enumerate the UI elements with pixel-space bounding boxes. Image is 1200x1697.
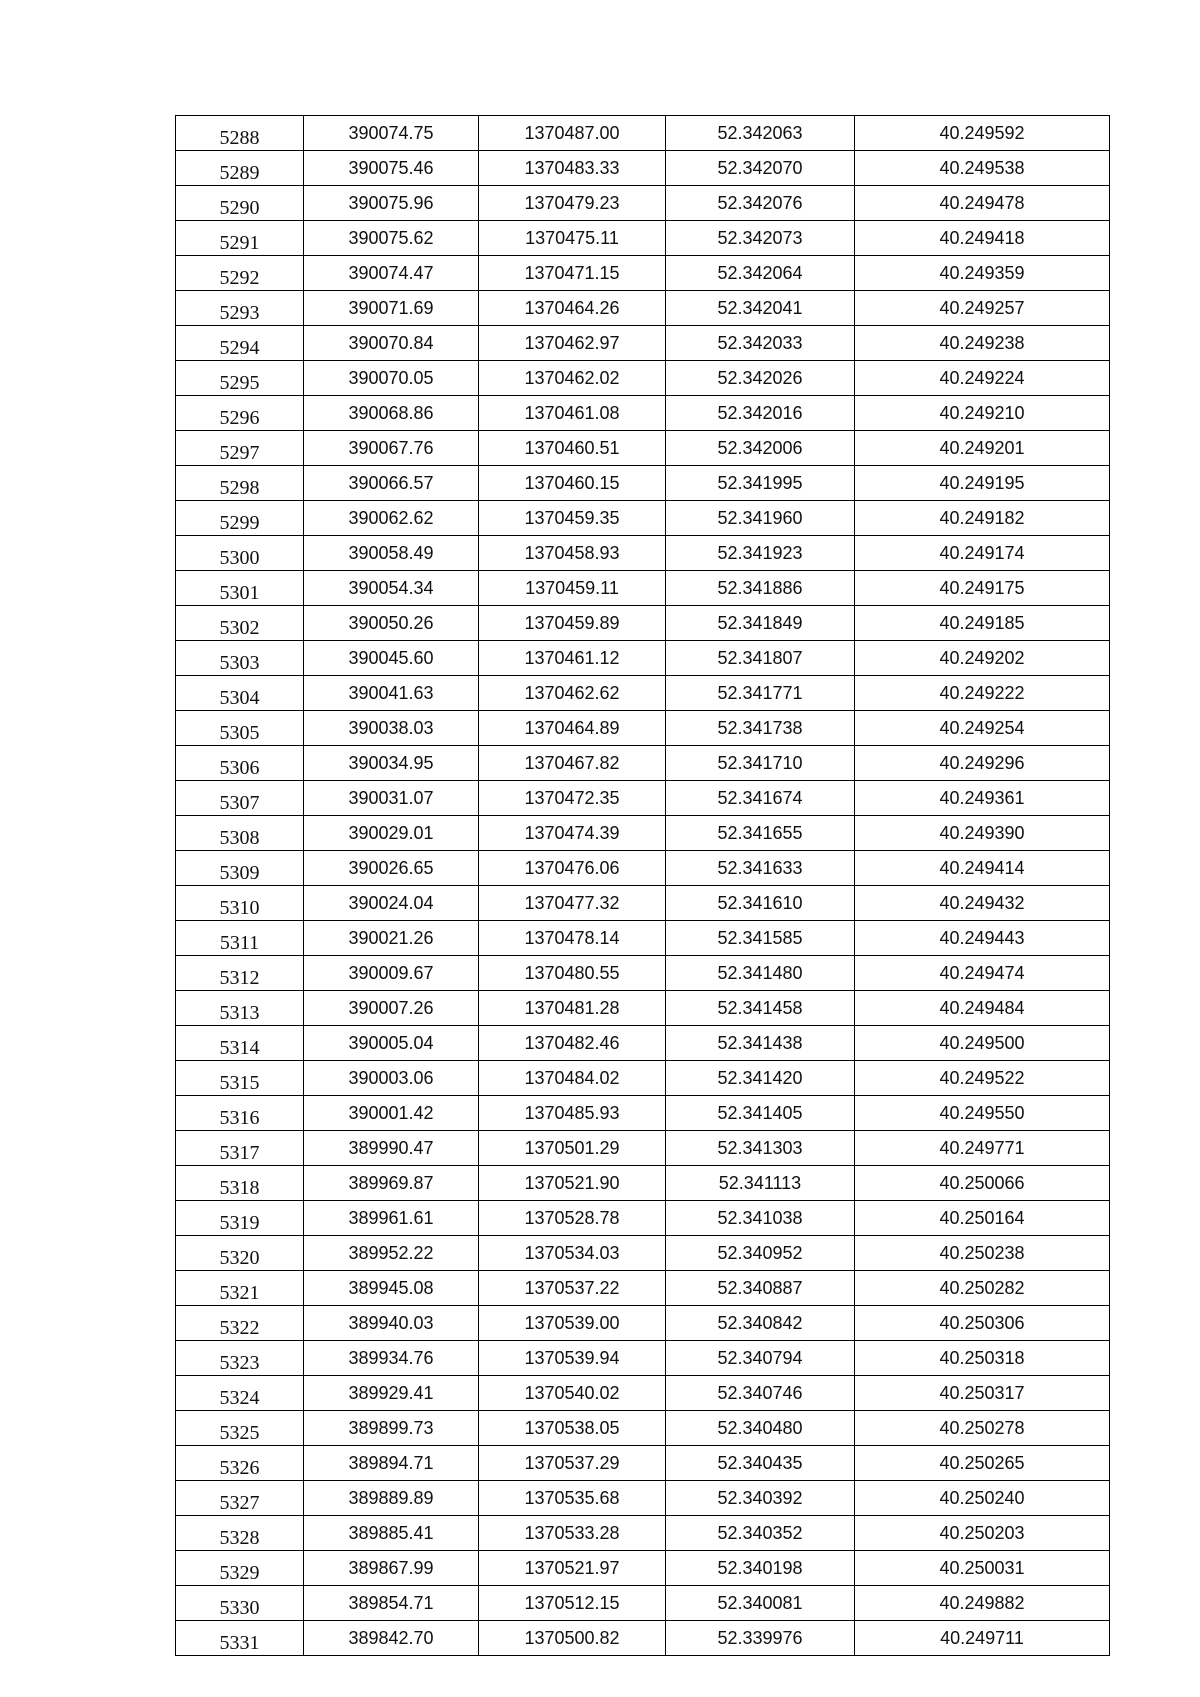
- table-row: [176, 151, 1110, 186]
- x-coordinate-cell: 390007.26: [304, 991, 479, 1026]
- y-coordinate-cell: 1370528.78: [479, 1201, 666, 1236]
- latitude-cell: 52.340352: [666, 1516, 855, 1551]
- y-coordinate-cell: 1370479.23: [479, 186, 666, 221]
- y-coordinate-cell: 1370474.39: [479, 816, 666, 851]
- point-number-cell: 5306: [176, 746, 304, 781]
- longitude-cell: 40.249522: [855, 1061, 1110, 1096]
- y-coordinate-cell: 1370476.06: [479, 851, 666, 886]
- latitude-cell: 52.342006: [666, 431, 855, 466]
- y-coordinate-cell: 1370484.02: [479, 1061, 666, 1096]
- y-coordinate-cell: 1370482.46: [479, 1026, 666, 1061]
- y-coordinate-cell: 1370459.89: [479, 606, 666, 641]
- latitude-cell: 52.340842: [666, 1306, 855, 1341]
- point-number-cell: 5321: [176, 1271, 304, 1306]
- x-coordinate-cell: 390041.63: [304, 676, 479, 711]
- latitude-cell: 52.340480: [666, 1411, 855, 1446]
- latitude-cell: 52.341923: [666, 536, 855, 571]
- x-coordinate-cell: 390075.62: [304, 221, 479, 256]
- point-number-cell: 5291: [176, 221, 304, 256]
- point-number-cell: 5320: [176, 1236, 304, 1271]
- x-coordinate-cell: 390001.42: [304, 1096, 479, 1131]
- table-row: [176, 1481, 1110, 1516]
- y-coordinate-cell: 1370458.93: [479, 536, 666, 571]
- point-number-cell: 5314: [176, 1026, 304, 1061]
- table-row: [176, 1446, 1110, 1481]
- longitude-cell: 40.250164: [855, 1201, 1110, 1236]
- x-coordinate-cell: 390009.67: [304, 956, 479, 991]
- y-coordinate-cell: 1370540.02: [479, 1376, 666, 1411]
- latitude-cell: 52.340198: [666, 1551, 855, 1586]
- y-coordinate-cell: 1370459.11: [479, 571, 666, 606]
- longitude-cell: 40.249550: [855, 1096, 1110, 1131]
- y-coordinate-cell: 1370464.26: [479, 291, 666, 326]
- point-number-cell: 5315: [176, 1061, 304, 1096]
- x-coordinate-cell: 390026.65: [304, 851, 479, 886]
- y-coordinate-cell: 1370464.89: [479, 711, 666, 746]
- point-number-cell: 5316: [176, 1096, 304, 1131]
- y-coordinate-cell: 1370459.35: [479, 501, 666, 536]
- longitude-cell: 40.249257: [855, 291, 1110, 326]
- longitude-cell: 40.249238: [855, 326, 1110, 361]
- y-coordinate-cell: 1370512.15: [479, 1586, 666, 1621]
- longitude-cell: 40.250031: [855, 1551, 1110, 1586]
- longitude-cell: 40.249484: [855, 991, 1110, 1026]
- latitude-cell: 52.342073: [666, 221, 855, 256]
- x-coordinate-cell: 390031.07: [304, 781, 479, 816]
- y-coordinate-cell: 1370537.29: [479, 1446, 666, 1481]
- table-row: [176, 1411, 1110, 1446]
- point-number-cell: 5299: [176, 501, 304, 536]
- x-coordinate-cell: 389885.41: [304, 1516, 479, 1551]
- x-coordinate-cell: 389961.61: [304, 1201, 479, 1236]
- x-coordinate-cell: 390054.34: [304, 571, 479, 606]
- table-row: [176, 1026, 1110, 1061]
- longitude-cell: 40.249478: [855, 186, 1110, 221]
- table-row: [176, 641, 1110, 676]
- x-coordinate-cell: 390075.46: [304, 151, 479, 186]
- point-number-cell: 5312: [176, 956, 304, 991]
- longitude-cell: 40.249414: [855, 851, 1110, 886]
- y-coordinate-cell: 1370534.03: [479, 1236, 666, 1271]
- latitude-cell: 52.341960: [666, 501, 855, 536]
- latitude-cell: 52.341738: [666, 711, 855, 746]
- table-row: [176, 1061, 1110, 1096]
- x-coordinate-cell: 389842.70: [304, 1621, 479, 1656]
- x-coordinate-cell: 390074.75: [304, 116, 479, 151]
- point-number-cell: 5329: [176, 1551, 304, 1586]
- longitude-cell: 40.249296: [855, 746, 1110, 781]
- latitude-cell: 52.341480: [666, 956, 855, 991]
- point-number-cell: 5308: [176, 816, 304, 851]
- latitude-cell: 52.342070: [666, 151, 855, 186]
- longitude-cell: 40.249195: [855, 466, 1110, 501]
- table-row: [176, 116, 1110, 151]
- x-coordinate-cell: 389952.22: [304, 1236, 479, 1271]
- point-number-cell: 5295: [176, 361, 304, 396]
- y-coordinate-cell: 1370533.28: [479, 1516, 666, 1551]
- point-number-cell: 5297: [176, 431, 304, 466]
- y-coordinate-cell: 1370461.08: [479, 396, 666, 431]
- x-coordinate-cell: 390024.04: [304, 886, 479, 921]
- x-coordinate-cell: 389990.47: [304, 1131, 479, 1166]
- longitude-cell: 40.250318: [855, 1341, 1110, 1376]
- y-coordinate-cell: 1370501.29: [479, 1131, 666, 1166]
- longitude-cell: 40.249361: [855, 781, 1110, 816]
- latitude-cell: 52.340392: [666, 1481, 855, 1516]
- latitude-cell: 52.340746: [666, 1376, 855, 1411]
- y-coordinate-cell: 1370537.22: [479, 1271, 666, 1306]
- longitude-cell: 40.250306: [855, 1306, 1110, 1341]
- y-coordinate-cell: 1370539.00: [479, 1306, 666, 1341]
- table-row: [176, 956, 1110, 991]
- x-coordinate-cell: 389940.03: [304, 1306, 479, 1341]
- y-coordinate-cell: 1370462.97: [479, 326, 666, 361]
- longitude-cell: 40.249174: [855, 536, 1110, 571]
- table-row: [176, 746, 1110, 781]
- table-row: [176, 781, 1110, 816]
- latitude-cell: 52.341655: [666, 816, 855, 851]
- longitude-cell: 40.249390: [855, 816, 1110, 851]
- x-coordinate-cell: 390070.84: [304, 326, 479, 361]
- table-row: [176, 921, 1110, 956]
- table-row: [176, 291, 1110, 326]
- y-coordinate-cell: 1370535.68: [479, 1481, 666, 1516]
- table-row: [176, 1236, 1110, 1271]
- point-number-cell: 5313: [176, 991, 304, 1026]
- point-number-cell: 5298: [176, 466, 304, 501]
- latitude-cell: 52.341771: [666, 676, 855, 711]
- point-number-cell: 5309: [176, 851, 304, 886]
- point-number-cell: 5328: [176, 1516, 304, 1551]
- y-coordinate-cell: 1370460.51: [479, 431, 666, 466]
- table-row: [176, 1376, 1110, 1411]
- point-number-cell: 5301: [176, 571, 304, 606]
- point-number-cell: 5324: [176, 1376, 304, 1411]
- y-coordinate-cell: 1370539.94: [479, 1341, 666, 1376]
- latitude-cell: 52.341585: [666, 921, 855, 956]
- x-coordinate-cell: 390062.62: [304, 501, 479, 536]
- x-coordinate-cell: 389945.08: [304, 1271, 479, 1306]
- x-coordinate-cell: 390070.05: [304, 361, 479, 396]
- latitude-cell: 52.342064: [666, 256, 855, 291]
- x-coordinate-cell: 389854.71: [304, 1586, 479, 1621]
- longitude-cell: 40.250317: [855, 1376, 1110, 1411]
- point-number-cell: 5288: [176, 116, 304, 151]
- longitude-cell: 40.249538: [855, 151, 1110, 186]
- table-row: [176, 501, 1110, 536]
- latitude-cell: 52.341113: [666, 1166, 855, 1201]
- latitude-cell: 52.342026: [666, 361, 855, 396]
- longitude-cell: 40.249185: [855, 606, 1110, 641]
- latitude-cell: 52.342016: [666, 396, 855, 431]
- y-coordinate-cell: 1370481.28: [479, 991, 666, 1026]
- y-coordinate-cell: 1370500.82: [479, 1621, 666, 1656]
- longitude-cell: 40.249222: [855, 676, 1110, 711]
- table-row: [176, 536, 1110, 571]
- point-number-cell: 5319: [176, 1201, 304, 1236]
- point-number-cell: 5331: [176, 1621, 304, 1656]
- x-coordinate-cell: 390071.69: [304, 291, 479, 326]
- table-row: [176, 816, 1110, 851]
- longitude-cell: 40.250282: [855, 1271, 1110, 1306]
- x-coordinate-cell: 390029.01: [304, 816, 479, 851]
- table-row: [176, 1271, 1110, 1306]
- latitude-cell: 52.341710: [666, 746, 855, 781]
- point-number-cell: 5326: [176, 1446, 304, 1481]
- table-row: [176, 186, 1110, 221]
- latitude-cell: 52.341303: [666, 1131, 855, 1166]
- longitude-cell: 40.250066: [855, 1166, 1110, 1201]
- point-number-cell: 5302: [176, 606, 304, 641]
- x-coordinate-cell: 390045.60: [304, 641, 479, 676]
- y-coordinate-cell: 1370472.35: [479, 781, 666, 816]
- longitude-cell: 40.250238: [855, 1236, 1110, 1271]
- latitude-cell: 52.340435: [666, 1446, 855, 1481]
- point-number-cell: 5300: [176, 536, 304, 571]
- table-row: [176, 256, 1110, 291]
- longitude-cell: 40.249500: [855, 1026, 1110, 1061]
- point-number-cell: 5330: [176, 1586, 304, 1621]
- longitude-cell: 40.249210: [855, 396, 1110, 431]
- point-number-cell: 5289: [176, 151, 304, 186]
- latitude-cell: 52.340887: [666, 1271, 855, 1306]
- y-coordinate-cell: 1370477.32: [479, 886, 666, 921]
- table-row: [176, 396, 1110, 431]
- coordinates-table: [175, 115, 1110, 1656]
- x-coordinate-cell: 389969.87: [304, 1166, 479, 1201]
- y-coordinate-cell: 1370461.12: [479, 641, 666, 676]
- table-row: [176, 1551, 1110, 1586]
- table-row: [176, 1096, 1110, 1131]
- point-number-cell: 5311: [176, 921, 304, 956]
- latitude-cell: 52.341674: [666, 781, 855, 816]
- longitude-cell: 40.249711: [855, 1621, 1110, 1656]
- point-number-cell: 5303: [176, 641, 304, 676]
- table-row: [176, 431, 1110, 466]
- table-row: [176, 886, 1110, 921]
- longitude-cell: 40.249474: [855, 956, 1110, 991]
- x-coordinate-cell: 390038.03: [304, 711, 479, 746]
- y-coordinate-cell: 1370485.93: [479, 1096, 666, 1131]
- longitude-cell: 40.249592: [855, 116, 1110, 151]
- latitude-cell: 52.342063: [666, 116, 855, 151]
- longitude-cell: 40.249418: [855, 221, 1110, 256]
- point-number-cell: 5290: [176, 186, 304, 221]
- latitude-cell: 52.341420: [666, 1061, 855, 1096]
- y-coordinate-cell: 1370475.11: [479, 221, 666, 256]
- longitude-cell: 40.250203: [855, 1516, 1110, 1551]
- point-number-cell: 5318: [176, 1166, 304, 1201]
- table-row: [176, 466, 1110, 501]
- x-coordinate-cell: 390034.95: [304, 746, 479, 781]
- y-coordinate-cell: 1370460.15: [479, 466, 666, 501]
- point-number-cell: 5292: [176, 256, 304, 291]
- table-row: [176, 606, 1110, 641]
- table-row: [176, 221, 1110, 256]
- y-coordinate-cell: 1370538.05: [479, 1411, 666, 1446]
- point-number-cell: 5304: [176, 676, 304, 711]
- longitude-cell: 40.249254: [855, 711, 1110, 746]
- x-coordinate-cell: 389929.41: [304, 1376, 479, 1411]
- x-coordinate-cell: 390074.47: [304, 256, 479, 291]
- longitude-cell: 40.250240: [855, 1481, 1110, 1516]
- x-coordinate-cell: 389934.76: [304, 1341, 479, 1376]
- latitude-cell: 52.341038: [666, 1201, 855, 1236]
- point-number-cell: 5310: [176, 886, 304, 921]
- x-coordinate-cell: 390067.76: [304, 431, 479, 466]
- table-row: [176, 571, 1110, 606]
- latitude-cell: 52.341886: [666, 571, 855, 606]
- point-number-cell: 5307: [176, 781, 304, 816]
- y-coordinate-cell: 1370487.00: [479, 116, 666, 151]
- table-row: [176, 1131, 1110, 1166]
- latitude-cell: 52.341438: [666, 1026, 855, 1061]
- latitude-cell: 52.340794: [666, 1341, 855, 1376]
- table-row: [176, 1341, 1110, 1376]
- longitude-cell: 40.249882: [855, 1586, 1110, 1621]
- x-coordinate-cell: 389894.71: [304, 1446, 479, 1481]
- longitude-cell: 40.250278: [855, 1411, 1110, 1446]
- latitude-cell: 52.342076: [666, 186, 855, 221]
- latitude-cell: 52.341610: [666, 886, 855, 921]
- table-row: [176, 676, 1110, 711]
- table-row: [176, 1306, 1110, 1341]
- longitude-cell: 40.249443: [855, 921, 1110, 956]
- longitude-cell: 40.249224: [855, 361, 1110, 396]
- latitude-cell: 52.341458: [666, 991, 855, 1026]
- table-row: [176, 1516, 1110, 1551]
- x-coordinate-cell: 389867.99: [304, 1551, 479, 1586]
- latitude-cell: 52.340081: [666, 1586, 855, 1621]
- latitude-cell: 52.341849: [666, 606, 855, 641]
- table-row: [176, 1166, 1110, 1201]
- table-row: [176, 326, 1110, 361]
- table-row: [176, 851, 1110, 886]
- x-coordinate-cell: 389889.89: [304, 1481, 479, 1516]
- longitude-cell: 40.249771: [855, 1131, 1110, 1166]
- latitude-cell: 52.341405: [666, 1096, 855, 1131]
- x-coordinate-cell: 390021.26: [304, 921, 479, 956]
- latitude-cell: 52.342041: [666, 291, 855, 326]
- x-coordinate-cell: 390005.04: [304, 1026, 479, 1061]
- table-row: [176, 1586, 1110, 1621]
- point-number-cell: 5322: [176, 1306, 304, 1341]
- latitude-cell: 52.339976: [666, 1621, 855, 1656]
- point-number-cell: 5327: [176, 1481, 304, 1516]
- y-coordinate-cell: 1370478.14: [479, 921, 666, 956]
- y-coordinate-cell: 1370467.82: [479, 746, 666, 781]
- longitude-cell: 40.249182: [855, 501, 1110, 536]
- point-number-cell: 5293: [176, 291, 304, 326]
- longitude-cell: 40.250265: [855, 1446, 1110, 1481]
- longitude-cell: 40.249359: [855, 256, 1110, 291]
- latitude-cell: 52.341995: [666, 466, 855, 501]
- latitude-cell: 52.342033: [666, 326, 855, 361]
- point-number-cell: 5317: [176, 1131, 304, 1166]
- table-row: [176, 1621, 1110, 1656]
- y-coordinate-cell: 1370483.33: [479, 151, 666, 186]
- y-coordinate-cell: 1370480.55: [479, 956, 666, 991]
- coordinates-table-body: [176, 116, 1110, 1656]
- point-number-cell: 5325: [176, 1411, 304, 1446]
- x-coordinate-cell: 389899.73: [304, 1411, 479, 1446]
- table-row: [176, 1201, 1110, 1236]
- longitude-cell: 40.249201: [855, 431, 1110, 466]
- longitude-cell: 40.249432: [855, 886, 1110, 921]
- table-row: [176, 361, 1110, 396]
- y-coordinate-cell: 1370471.15: [479, 256, 666, 291]
- x-coordinate-cell: 390075.96: [304, 186, 479, 221]
- x-coordinate-cell: 390066.57: [304, 466, 479, 501]
- point-number-cell: 5294: [176, 326, 304, 361]
- longitude-cell: 40.249175: [855, 571, 1110, 606]
- latitude-cell: 52.340952: [666, 1236, 855, 1271]
- longitude-cell: 40.249202: [855, 641, 1110, 676]
- point-number-cell: 5296: [176, 396, 304, 431]
- y-coordinate-cell: 1370521.90: [479, 1166, 666, 1201]
- table-row: [176, 711, 1110, 746]
- y-coordinate-cell: 1370462.02: [479, 361, 666, 396]
- x-coordinate-cell: 390058.49: [304, 536, 479, 571]
- x-coordinate-cell: 390050.26: [304, 606, 479, 641]
- point-number-cell: 5305: [176, 711, 304, 746]
- latitude-cell: 52.341633: [666, 851, 855, 886]
- y-coordinate-cell: 1370521.97: [479, 1551, 666, 1586]
- x-coordinate-cell: 390003.06: [304, 1061, 479, 1096]
- point-number-cell: 5323: [176, 1341, 304, 1376]
- table-row: [176, 991, 1110, 1026]
- x-coordinate-cell: 390068.86: [304, 396, 479, 431]
- y-coordinate-cell: 1370462.62: [479, 676, 666, 711]
- latitude-cell: 52.341807: [666, 641, 855, 676]
